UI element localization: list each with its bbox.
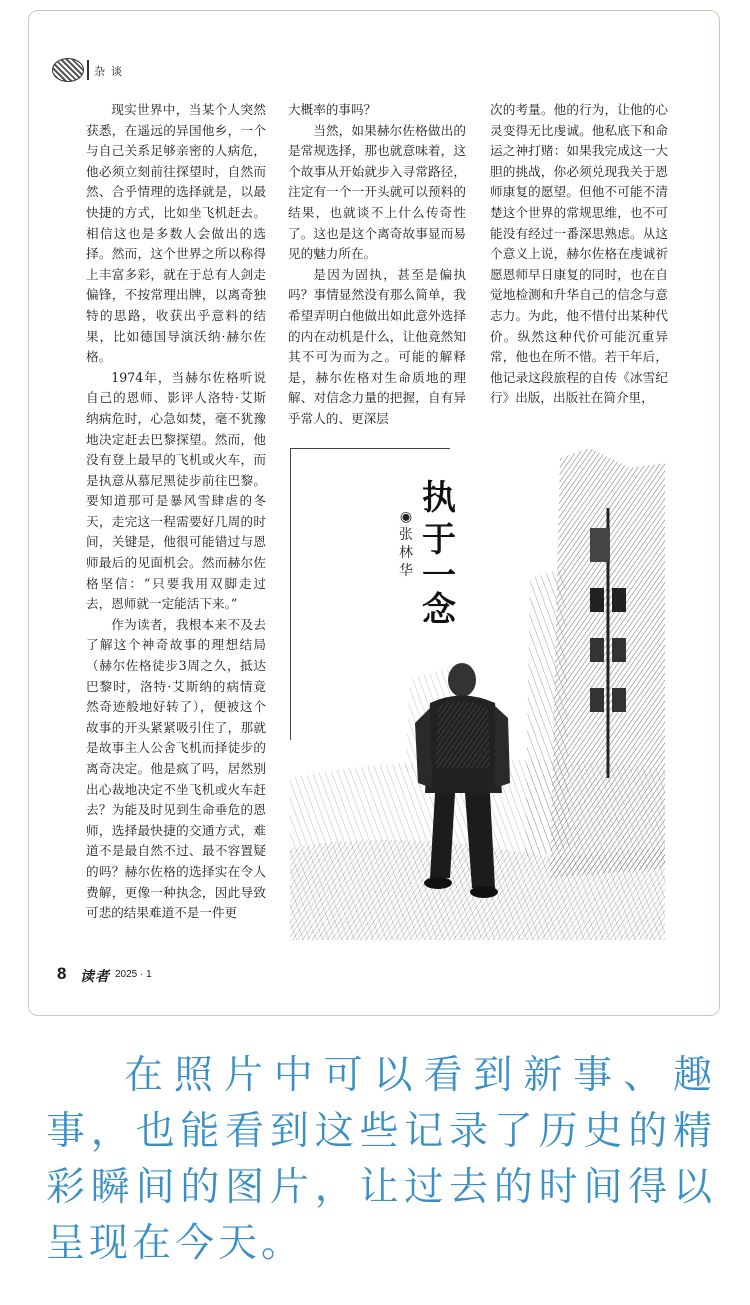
page-number: 8 — [57, 964, 67, 983]
article-column-2 — [288, 100, 466, 430]
article-title-char-2: 于 — [422, 520, 456, 560]
caption-text — [46, 1048, 716, 1272]
section-name: 杂谈 — [94, 65, 128, 78]
article-paragraph: 是因为固执，甚至是偏执吗？事情显然没有那么简单，我希望弄明白他做出如此意外选择的内在动机是什么，让他竟然知其不可为而为之。可能的解释是，赫尔佐格对生命质地的理解、对信念力量的把握，自有异乎常人的、更深层 — [288, 266, 466, 426]
header-divider — [87, 60, 89, 80]
article-paragraph: 大概率的事吗？ — [288, 102, 377, 117]
magazine-name: 读者 — [80, 969, 110, 985]
article-title-char-4: 念 — [422, 590, 456, 630]
magazine-logo-icon — [52, 58, 84, 82]
article-column-1 — [86, 100, 266, 924]
article-paragraph: 作为读者，我根本来不及去了解这个神奇故事的理想结局（赫尔佐格徒步3周之久，抵达巴黎时，洛特·艾斯纳的病情竟然奇迹般地好转了），便被这个故事的开头紧紧吸引住了，那就是故事主人公舍飞机而择徒步的离奇决定。他是疯了吗，居然别出心裁地决定不坐飞机或火车赶去？为能及时见到生命垂危的恩师，选择最快捷的交通方式，难道不是最自然不过、最不容置疑的吗？赫尔佐格的选择实在令人费解，更像一种执念，因此导致可悲的结果难道不是一件更 — [86, 616, 266, 921]
article-author: ◉张林华 — [399, 509, 413, 579]
article-paragraph: 次的考量。他的行为，让他的心灵变得无比虔诚。他私底下和命运之神打赌：如果我完成这一大胆的挑战，你必须兑现我关于恩师康复的愿望。但他不可能不清楚这个世界的常规思维，也不可能没有经过一番深思熟虑。从这个意义上说，赫尔佐格在虔诚祈愿恩师早日康复的同时，也在自觉地检测和升华自己的信念与意志力。为此，他不惜付出某种代价。纵然这种代价可能沉重异常，他也在所不惜。若干年后，他记录这段旅程的自传《冰雪纪行》出版，出版社在简介里， — [490, 102, 668, 406]
article-paragraph: 1974年，当赫尔佐格听说自己的恩师、影评人洛特·艾斯纳病危时，心急如焚，毫不犹豫地决定赶去巴黎探望。然而，他没有登上最早的飞机或火车，而是执意从慕尼黑徒步前往巴黎。要知道那可是暴风雪肆虐的冬天，走完这一程需要好几周的时间，关键是，他很可能错过与恩师最后的见面机会。然而赫尔佐格坚信：“只要我用双脚走过去，恩师就一定能活下来。” — [86, 369, 266, 612]
title-bracket-top-line — [290, 448, 450, 449]
article-title-char-1: 执 — [422, 478, 456, 518]
illustration-walking-man — [290, 448, 665, 940]
article-paragraph: 现实世界中，当某个人突然获悉，在遥远的异国他乡，一个与自己关系足够亲密的人病危，他必须立刻前往探望时，自然而然、合乎情理的选择就是，以最快捷的方式，比如坐飞机赶去。相信这也是多数人会做出的选择。然而，这个世界之所以称得上丰富多彩，就在于总有人剑走偏锋，不按常理出牌，以离奇独特的思路，收获出乎意料的结果，比如德国导演沃纳·赫尔佐格。 — [86, 102, 266, 365]
article-title-char-3: 一 — [422, 556, 456, 596]
article-paragraph: 当然，如果赫尔佐格做出的是常规选择，那也就意味着，这个故事从开始就步入寻常路径，注定有一个一开头就可以预料的结果，也就谈不上什么传奇性了。这也是这个离奇故事显而易见的魅力所在。 — [288, 122, 466, 262]
caption-paragraph: 在照片中可以看到新事、趣事，也能看到这些记录了历史的精彩瞬间的图片，让过去的时间得以呈现在今天。 — [46, 1053, 716, 1266]
issue-number: 2025 · 1 — [115, 969, 152, 980]
title-bracket-line — [290, 448, 291, 740]
article-column-3 — [490, 100, 668, 409]
